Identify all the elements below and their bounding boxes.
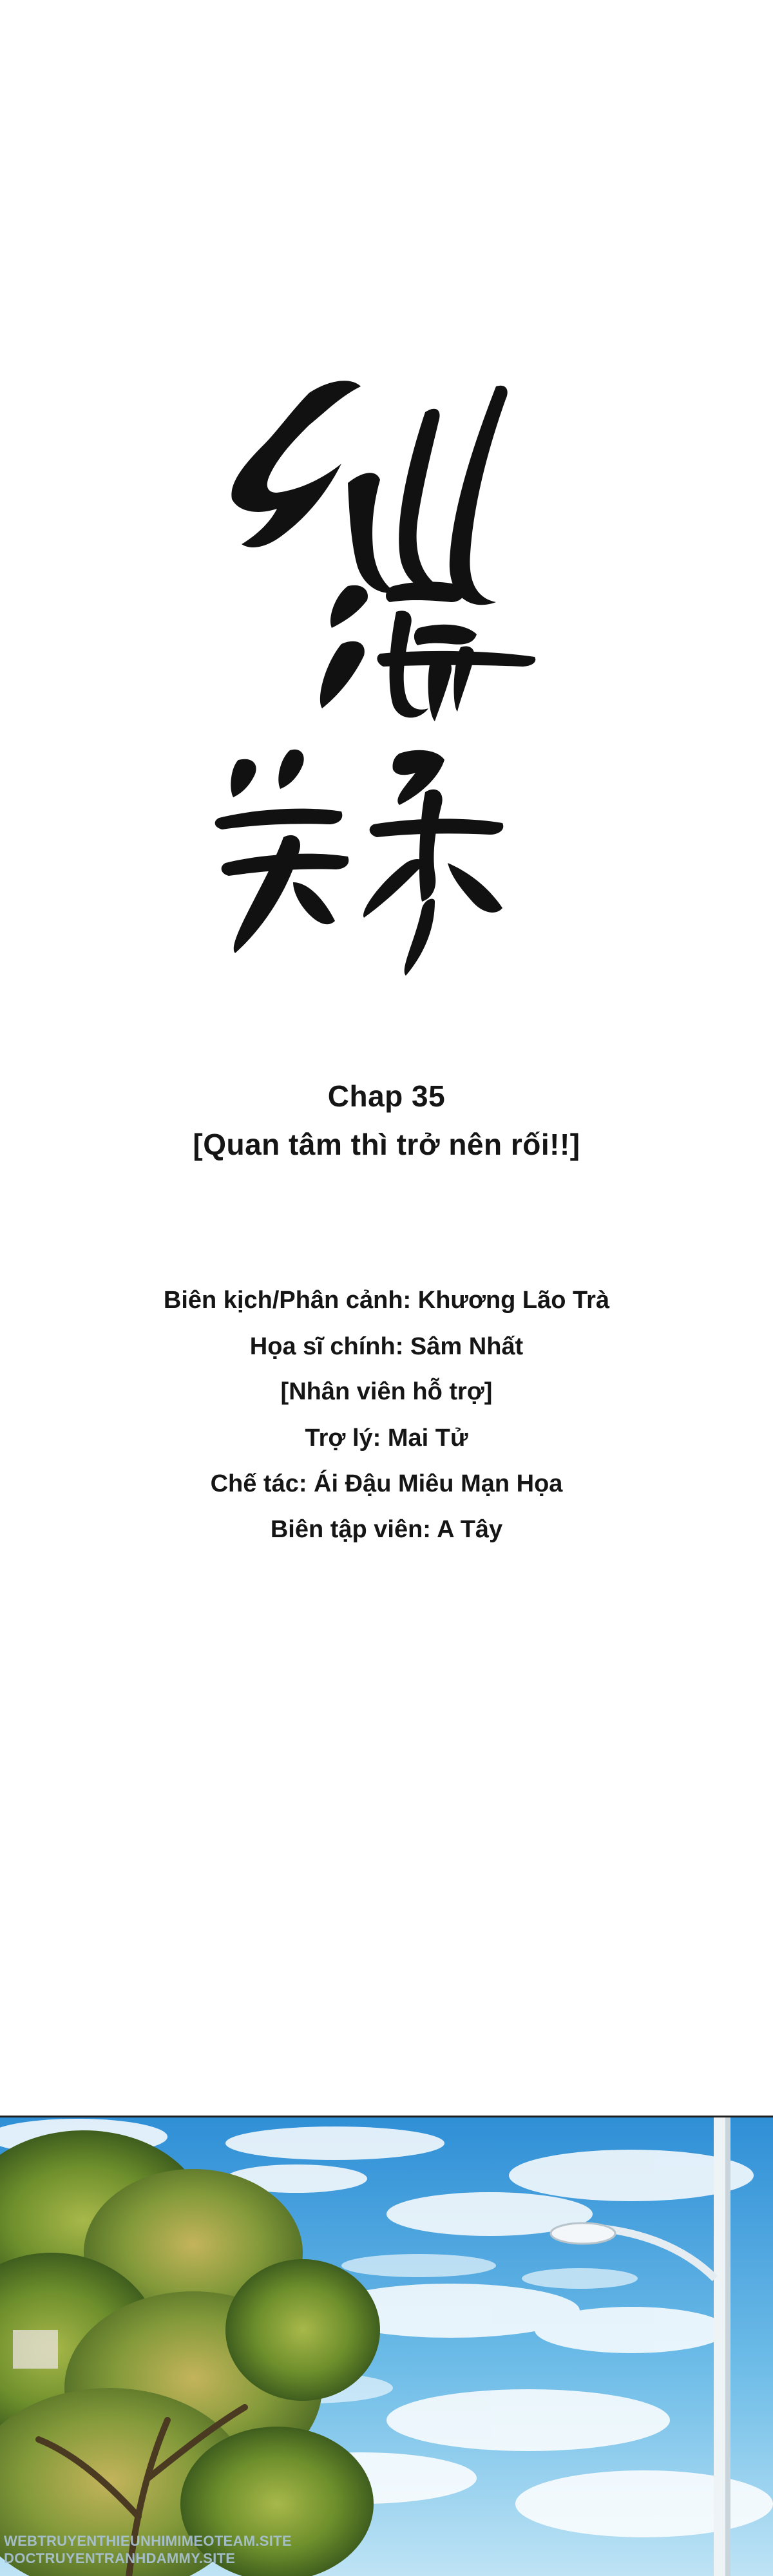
credit-staff-header: [Nhân viên hỗ trợ] (280, 1378, 493, 1405)
watermark-line-2: DOCTRUYENTRANHDAMMY.SITE (4, 2550, 236, 2566)
watermark-line-1: WEBTRUYENTHIEUNHIMIMEOTEAM.SITE (4, 2533, 292, 2549)
calligraphy-title-logo (213, 374, 548, 979)
outdoor-scene-panel (0, 2116, 773, 2576)
credit-script: Biên kịch/Phân cảnh: Khương Lão Trà (163, 1287, 610, 1314)
credit-artist: Họa sĩ chính: Sâm Nhất (249, 1333, 524, 1360)
credit-production: Chế tác: Ái Đậu Miêu Mạn Họa (210, 1470, 563, 1497)
chapter-subtitle: [Quan tâm thì trở nên rối!!] (193, 1128, 580, 1161)
chapter-title: Chap 35 (327, 1079, 446, 1113)
outdoor-scene-illustration (0, 2117, 773, 2576)
credit-assistant: Trợ lý: Mai Tử (305, 1425, 468, 1452)
credit-editor: Biên tập viên: A Tây (270, 1516, 503, 1543)
